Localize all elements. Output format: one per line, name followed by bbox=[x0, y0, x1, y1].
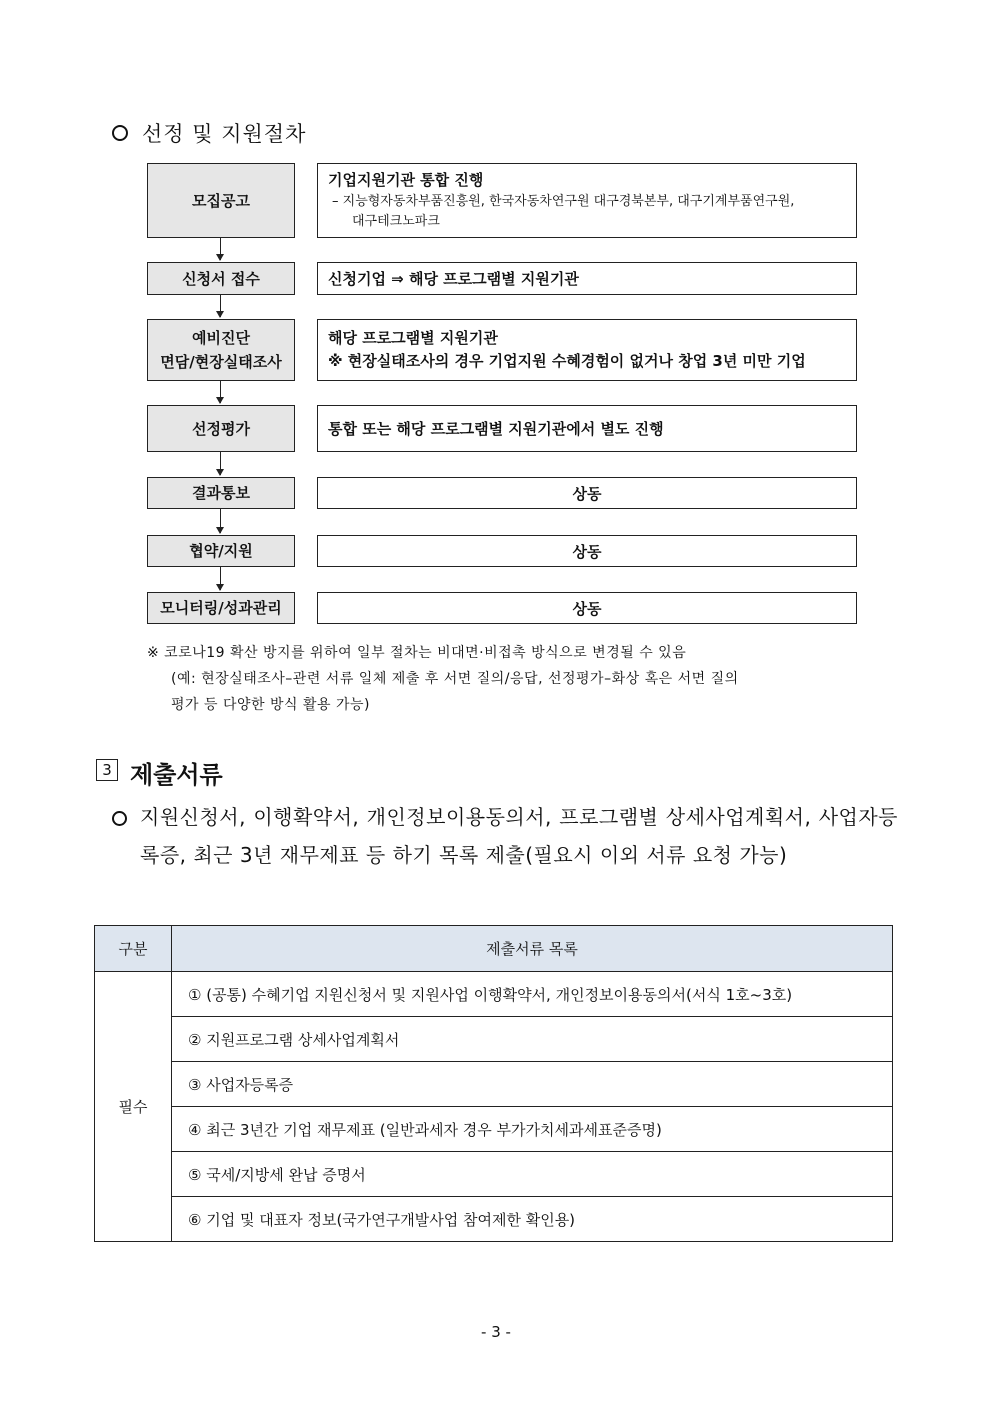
step-desc-main: 상동 bbox=[572, 484, 602, 503]
step-desc-main: 기업지원기관 통합 진행 bbox=[328, 171, 484, 189]
step-box-preliminary bbox=[147, 319, 295, 381]
step-desc-application bbox=[317, 262, 857, 295]
step-label-line1: 예비진단 bbox=[192, 329, 250, 347]
table-row bbox=[95, 1017, 893, 1062]
covid-note bbox=[147, 640, 739, 718]
header-category: 구분 bbox=[95, 926, 172, 972]
step-desc-main: 상동 bbox=[572, 542, 602, 561]
step-label: 모니터링/성과관리 bbox=[160, 599, 282, 617]
step-desc-evaluation bbox=[317, 405, 857, 452]
document-item: ④ 최근 3년간 기업 재무제표 (일반과세자 경우 부가가치세과세표준증명) bbox=[172, 1107, 893, 1152]
section-number-box: 3 bbox=[96, 759, 118, 781]
documents-table bbox=[94, 925, 893, 1242]
page-number: - 3 - bbox=[481, 1323, 511, 1341]
circle-bullet-icon bbox=[112, 811, 127, 826]
table-header-row bbox=[95, 926, 893, 972]
table-row bbox=[95, 1107, 893, 1152]
document-item: ⑥ 기업 및 대표자 정보(국가연구개발사업 참여제한 확인용) bbox=[172, 1197, 893, 1242]
document-item: ② 지원프로그램 상세사업계획서 bbox=[172, 1017, 893, 1062]
selection-heading bbox=[112, 118, 306, 148]
document-item: ① (공통) 수혜기업 지원신청서 및 지원사업 이행확약서, 개인정보이용동의서(서식 1호~3호) bbox=[172, 972, 893, 1017]
note-line-1: ※ 코로나19 확산 방지를 위하여 일부 절차는 비대면·비접촉 방식으로 변경될 수 있음 bbox=[147, 645, 687, 661]
down-arrow-icon bbox=[220, 238, 221, 260]
step-label-line2: 면담/현장실태조사 bbox=[160, 353, 282, 371]
step-desc-preliminary bbox=[317, 319, 857, 381]
down-arrow-icon bbox=[220, 452, 221, 475]
table-row bbox=[95, 1152, 893, 1197]
documents-paragraph bbox=[112, 798, 898, 918]
step-box-agreement bbox=[147, 535, 295, 567]
category-cell: 필수 bbox=[95, 972, 172, 1242]
step-box-result bbox=[147, 477, 295, 509]
section-title: 제출서류 bbox=[130, 761, 223, 789]
step-box-recruitment bbox=[147, 163, 295, 238]
step-desc-agreement bbox=[317, 535, 857, 567]
step-box-monitoring bbox=[147, 592, 295, 624]
documents-paragraph-text: 지원신청서, 이행확약서, 개인정보이용동의서, 프로그램별 상세사업계획서, 사업자등록증, 최근 3년 재무제표 등 하기 목록 제출(필요시 이외 서류 요청 가능) bbox=[140, 805, 898, 867]
step-desc-result bbox=[317, 477, 857, 509]
step-box-application bbox=[147, 262, 295, 295]
down-arrow-icon bbox=[220, 567, 221, 590]
step-label: 결과통보 bbox=[192, 484, 250, 502]
step-desc-main: 상동 bbox=[572, 599, 602, 618]
step-desc-main: 신청기업 ⇒ 해당 프로그램별 지원기관 bbox=[328, 269, 579, 288]
table-row bbox=[95, 1197, 893, 1242]
header-document-list: 제출서류 목록 bbox=[172, 926, 893, 972]
down-arrow-icon bbox=[220, 295, 221, 317]
step-desc-sub: – 지능형자동차부품진흥원, 한국자동차연구원 대구경북본부, 대구기계부품연구원, bbox=[332, 194, 795, 209]
down-arrow-icon bbox=[220, 509, 221, 533]
document-item: ⑤ 국세/지방세 완납 증명서 bbox=[172, 1152, 893, 1197]
step-desc-recruitment bbox=[317, 163, 857, 238]
step-label: 모집공고 bbox=[192, 191, 250, 210]
step-desc-main: 해당 프로그램별 지원기관 bbox=[328, 329, 498, 347]
step-label: 선정평가 bbox=[192, 419, 250, 438]
selection-heading-text: 선정 및 지원절차 bbox=[142, 122, 307, 146]
step-label: 협약/지원 bbox=[189, 542, 253, 560]
step-desc-main: 통합 또는 해당 프로그램별 지원기관에서 별도 진행 bbox=[328, 419, 664, 438]
circle-bullet-icon bbox=[112, 125, 128, 141]
step-label: 신청서 접수 bbox=[182, 269, 260, 288]
table-row bbox=[95, 1062, 893, 1107]
step-box-evaluation bbox=[147, 405, 295, 452]
step-desc-monitoring bbox=[317, 592, 857, 624]
document-item: ③ 사업자등록증 bbox=[172, 1062, 893, 1107]
step-desc-sub-continued: 대구테크노파크 bbox=[352, 214, 440, 229]
down-arrow-icon bbox=[220, 381, 221, 403]
note-line-3: 평가 등 다양한 방식 활용 가능) bbox=[171, 697, 371, 713]
step-desc-note: ※ 현장실태조사의 경우 기업지원 수혜경험이 없거나 창업 3년 미만 기업 bbox=[328, 352, 806, 370]
note-line-2: (예: 현장실태조사–관련 서류 일체 제출 후 서면 질의/응답, 선정평가–화상 혹은 서면 질의 bbox=[171, 671, 739, 687]
table-row bbox=[95, 972, 893, 1017]
